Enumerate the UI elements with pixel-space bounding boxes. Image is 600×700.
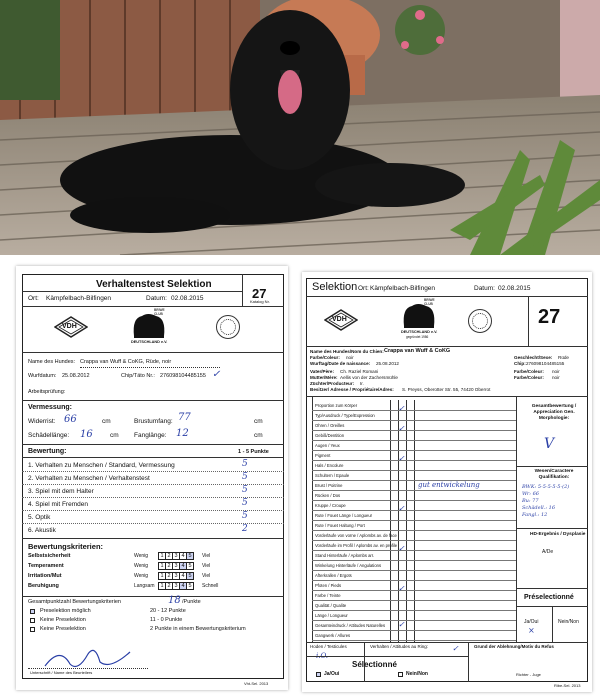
form2-catalog-number: 27 xyxy=(538,306,561,328)
hoden-label: Hoden / Testicules xyxy=(310,644,347,649)
table-row-label: Schultern / Epaule xyxy=(315,473,350,478)
check-mark-icon: V xyxy=(544,436,555,452)
check-mark-icon: ✓ xyxy=(398,584,405,593)
option-checkbox[interactable] xyxy=(30,618,35,623)
remark-handwritten: gut entwickelung xyxy=(418,481,480,489)
selection-form xyxy=(302,272,592,692)
cm-unit: cm xyxy=(254,432,263,439)
kriterium-label: Selbstsicherheit xyxy=(28,553,71,559)
option-label: Preselektion möglich xyxy=(40,608,91,614)
check-mark-icon: ✓ xyxy=(212,369,221,380)
club-logo-tag: BRIWE CLUB xyxy=(154,308,165,316)
bewertung-score: 5 xyxy=(242,472,248,482)
form2-divider xyxy=(312,396,313,642)
form1-divider xyxy=(22,457,284,458)
form1-divider xyxy=(80,367,220,368)
table-row xyxy=(312,640,516,641)
table-row xyxy=(312,530,516,531)
preselect-nein[interactable]: Nein/Non xyxy=(558,619,579,625)
vdh-logo xyxy=(324,309,358,331)
form2-divider xyxy=(406,400,407,642)
fang-value: 12 xyxy=(176,428,189,439)
bewertung-item: 2. Verhalten zu Menschen / Verhaltenstest xyxy=(28,475,150,482)
arbeit-label: Arbeitsprüfung: xyxy=(28,389,66,395)
hoden-value: i.O. xyxy=(316,652,329,660)
cm-unit: cm xyxy=(102,418,111,425)
dog-name-label: Name des Hundes: xyxy=(28,359,76,365)
f2-wurftag-value: 25.08.2012 xyxy=(376,361,399,366)
f2-farbe-v-label: Farbe/Coleur: xyxy=(514,369,544,374)
kriterium-label: Temperament xyxy=(28,563,64,569)
briard-club-logo xyxy=(128,310,170,348)
table-row xyxy=(312,430,516,431)
dog-photo-illustration xyxy=(0,0,600,255)
table-row-label: Rute / Fouet Länge / Longueur xyxy=(315,513,373,518)
f2-geschlecht-label: Geschlecht/Sexe: xyxy=(514,355,553,360)
f2-chip-label: Chip: xyxy=(514,361,526,366)
kriterium-label: Irritation/Mut xyxy=(28,573,62,579)
f2-name-value: Crappa van Wuff & CoKG xyxy=(384,348,451,354)
f2-vater-label: Vater/Père: xyxy=(310,369,335,374)
table-row xyxy=(312,540,516,541)
vdh-logo-text: VDH xyxy=(332,316,347,323)
dog-photo xyxy=(0,0,600,255)
kriterium-scale: 1 2 3 4 5 xyxy=(158,562,193,570)
cm-unit: cm xyxy=(110,432,119,439)
vdh-logo-text: VDH xyxy=(62,323,77,330)
form1-divider xyxy=(22,444,284,445)
bewertung-score: 5 xyxy=(242,511,248,521)
form2-divider xyxy=(414,400,415,642)
kriterium-right: Viel xyxy=(202,553,211,559)
kriterium-right: Schnell xyxy=(202,583,219,589)
bewertung-item: 6. Akustik xyxy=(28,527,56,534)
form1-divider xyxy=(22,306,284,307)
table-row xyxy=(312,510,516,511)
form1-datum-value: 02.08.2015 xyxy=(171,295,204,302)
hd-value: A/De xyxy=(542,549,554,555)
bewertung-item: 3. Spiel mit dem Halter xyxy=(28,488,94,495)
table-row-label: Pigment xyxy=(315,453,331,458)
table-row-label: Gesamteindruck / Attitudes Naturelles xyxy=(315,623,386,628)
table-row-label: Brust / Poitrine xyxy=(315,483,343,488)
f2-besitzer-value: S. Preyss, Oberotter Str. 55, 74420 Oberrot xyxy=(402,387,491,392)
kriterien-heading: Bewertungskriterien: xyxy=(28,542,104,551)
check-mark-icon: ✓ xyxy=(452,644,459,653)
bewertung-item: 4. Spiel mit Fremden xyxy=(28,501,88,508)
form1-catalog-number: 27 xyxy=(252,286,267,301)
form2-divider xyxy=(552,606,553,642)
bewertung-score: 2 xyxy=(242,524,248,534)
form1-divider xyxy=(22,596,284,597)
richter-label: Richter - Juge xyxy=(516,672,541,677)
form2-title: Selektion xyxy=(312,281,358,293)
kriterium-scale: 1 2 3 4 5 xyxy=(158,582,193,590)
preselect-heading: Préselectionné xyxy=(524,594,574,601)
form2-footer: Ribe-Sel. 2013 xyxy=(554,683,581,688)
bewertung-score: 5 xyxy=(242,459,248,469)
f2-farbe-m-label: Farbe/Coleur: xyxy=(514,375,544,380)
kriterium-left: Langsam xyxy=(134,583,155,589)
kriterium-scale: 1 2 3 4 5 xyxy=(158,552,193,560)
table-row-label: Ohren / Oreilles xyxy=(315,423,345,428)
club-logo-text: DEUTSCHLAND e.V. xyxy=(401,330,438,334)
kriterium-scale: 1 2 3 4 5 xyxy=(158,572,193,580)
wurf-date-value: 25.08.2012 xyxy=(62,373,90,379)
bwk-line: Wr: 66 xyxy=(522,491,539,497)
table-row xyxy=(312,490,516,491)
schaedel-label: Schädellänge: xyxy=(28,432,70,439)
schaedel-value: 16 xyxy=(80,429,93,440)
option-range: 11 - 0 Punkte xyxy=(150,617,183,623)
bewertung-scale: 1 - 5 Punkte xyxy=(238,449,269,455)
table-row-label: Länge / Longueur xyxy=(315,613,348,618)
form2-divider xyxy=(528,296,529,346)
wurf-date-label: Wurfdatum: xyxy=(28,373,57,379)
gesamt-value: 18 xyxy=(168,595,181,606)
f2-mutter-label: Mutter/Mère: xyxy=(310,375,338,380)
form2-divider xyxy=(468,642,469,682)
table-row-label: Qualität / Qualite xyxy=(315,603,347,608)
preselect-ja[interactable]: Ja/Oui xyxy=(524,619,539,625)
table-row xyxy=(312,420,516,421)
wesen-label: Wesen/Caractere Qualifikation: xyxy=(534,469,574,480)
f2-besitzer-label: Besitzer/ Adresse / Propriétaire/Adres: xyxy=(310,387,394,392)
club-logo-text: DEUTSCHLAND e.V. xyxy=(131,340,168,344)
selektion-heading: Sélectionné xyxy=(352,660,397,669)
table-row xyxy=(312,560,516,561)
check-mark-icon: ✓ xyxy=(398,544,405,553)
bewertung-item: 5. Optik xyxy=(28,514,51,521)
gesamt-unit: /Punkte xyxy=(182,599,201,605)
kriterium-left: Wenig xyxy=(134,553,149,559)
option-label: Keine Preselektion xyxy=(40,617,86,623)
kriterium-right: Viel xyxy=(202,573,211,579)
selektion-ja-checkbox[interactable] xyxy=(316,672,321,677)
gesamt-bewertung-label: Gesamtbewertung / Appreciation Gen. Morphologie: xyxy=(531,404,577,421)
check-mark-icon: ✓ xyxy=(398,424,405,433)
briard-club-logo xyxy=(398,300,440,344)
table-row xyxy=(312,580,516,581)
table-row-label: Pfoten / Pieds xyxy=(315,583,342,588)
form1-datum-label: Datum: xyxy=(146,295,167,302)
grund-label: Grund der Ablehnung/Motiv du Refus xyxy=(474,644,554,649)
form1-divider xyxy=(22,538,284,539)
table-row xyxy=(312,590,516,591)
form2-divider xyxy=(516,466,588,467)
f2-chip-value: 276098104485155 xyxy=(526,361,565,366)
option-range: 2 Punkte in einem Bewertungskriterium xyxy=(150,626,246,632)
bewertung-score: 5 xyxy=(242,485,248,495)
fci-seal-icon xyxy=(216,315,240,339)
form1-divider xyxy=(22,352,284,353)
bewertung-heading: Bewertung: xyxy=(28,448,67,455)
table-row-label: Typ/Ausdruck / Type/Expression xyxy=(315,413,375,418)
form1-footer: Vht-Sel. 2013 xyxy=(244,681,269,686)
gesamt-label: Gesamtpunktzahl Bewertungskriterien xyxy=(28,599,121,605)
bwk-line: Bu: 77 xyxy=(522,498,539,504)
form2-ort-label: Ort: xyxy=(358,285,369,292)
f2-wurftag-label: Wurftag/Date de naissance: xyxy=(310,361,371,366)
kriterium-right: Viel xyxy=(202,563,211,569)
selektion-nein-checkbox[interactable] xyxy=(398,672,403,677)
bewertung-score: 5 xyxy=(242,498,248,508)
bwk-line: Fangl.: 12 xyxy=(522,512,548,518)
bewertung-item: 1. Verhalten zu Menschen / Standard, Vermessung xyxy=(28,462,175,469)
form2-divider xyxy=(306,642,588,643)
table-row-label: Vorderläufe von vorne / Aplombs av. de face xyxy=(315,533,397,538)
form1-divider xyxy=(22,291,242,292)
bwk-line: BWK: 5-5-5-5-5-(2) xyxy=(522,484,570,490)
table-row xyxy=(312,500,516,501)
table-row-label: Afterkrallen / Ergots xyxy=(315,573,352,578)
table-row xyxy=(312,410,516,411)
form1-divider xyxy=(22,400,284,401)
selektion-nein: Nein/Non xyxy=(406,671,428,677)
form2-datum-value: 02.08.2015 xyxy=(498,285,531,292)
form2-datum-label: Datum: xyxy=(474,285,495,292)
form2-ort-value: Kämpfelbach-Bilfingen xyxy=(370,285,436,292)
f2-farbe-v-value: noir xyxy=(552,369,560,374)
chip-label: Chip/Täto Nr.: xyxy=(121,373,155,379)
f2-farbe-m-value: noir xyxy=(552,375,560,380)
table-row xyxy=(312,450,516,451)
form2-divider xyxy=(306,656,468,657)
table-row-label: Gebiß/Dentition xyxy=(315,433,345,438)
check-mark-icon: ✓ xyxy=(398,454,405,463)
table-row xyxy=(312,600,516,601)
widerrist-label: Widerrist: xyxy=(28,418,56,425)
option-checkbox[interactable] xyxy=(30,609,35,614)
table-row-label: Kruppe / Croupe xyxy=(315,503,346,508)
table-row xyxy=(312,570,516,571)
table-row xyxy=(312,610,516,611)
signature-label: Unterschrift / Name des Beurteilers xyxy=(30,670,93,675)
f2-mutter-value: Aellis von der Zachersmühle xyxy=(340,375,398,380)
table-row xyxy=(312,460,516,461)
option-label: Keine Preselektion xyxy=(40,626,86,632)
brust-value: 77 xyxy=(178,412,191,423)
brust-label: Brustumfang: xyxy=(134,418,173,425)
club-logo-tag: BRIWE CLUB xyxy=(424,298,435,306)
form2-divider xyxy=(306,396,588,397)
fci-seal-icon xyxy=(468,309,492,333)
widerrist-value: 66 xyxy=(64,414,77,425)
check-mark-icon: ✓ xyxy=(398,404,405,413)
form2-divider xyxy=(390,400,391,642)
table-row xyxy=(312,440,516,441)
table-row-label: Winkelung Hinterläufe / Angulations xyxy=(315,563,382,568)
f2-zuechter-value: Ir. xyxy=(360,381,364,386)
table-row xyxy=(312,520,516,521)
chip-value: 276098104485155 xyxy=(160,373,206,379)
f2-geschlecht-value: Rüde xyxy=(558,355,569,360)
table-row xyxy=(312,470,516,471)
table-row-label: Rute / Fouet Haltung / Port xyxy=(315,523,365,528)
form2-divider xyxy=(516,588,588,589)
table-row xyxy=(312,630,516,631)
form2-divider xyxy=(306,346,588,347)
check-mark-icon: × xyxy=(528,626,535,635)
f2-name-label: Name des Hundes/Nom du Chien: xyxy=(310,349,384,354)
kriterium-left: Wenig xyxy=(134,563,149,569)
table-row-label: Hals / Encolure xyxy=(315,463,344,468)
selektion-ja: Ja/Oui xyxy=(324,671,340,677)
behavior-test-form xyxy=(16,266,288,690)
table-row-label: Rücken / Dos xyxy=(315,493,341,498)
table-row xyxy=(312,480,516,481)
table-row-label: Proportion zum Körper xyxy=(315,403,358,408)
form1-divider xyxy=(28,668,148,669)
table-row xyxy=(312,620,516,621)
table-row-label: Vorderläufe im Profil / Aplombs av. en profile xyxy=(315,543,398,548)
club-logo-sub: gegründet 1986 xyxy=(406,335,429,339)
check-mark-icon: ✓ xyxy=(398,620,405,629)
table-row-label: Stand Hinterläufe / Aplombs arr. xyxy=(315,553,375,558)
f2-vater-value: Ch. Raziel Romani xyxy=(340,369,379,374)
option-range: 20 - 12 Punkte xyxy=(150,608,186,614)
vdh-logo xyxy=(54,316,88,338)
f2-zuechter-label: Züchter/Producteur: xyxy=(310,381,355,386)
kriterium-label: Beruhigung xyxy=(28,583,59,589)
hd-label: HD-Ergebnis / Dysplasie xyxy=(530,532,586,537)
f2-farbe-value: noir xyxy=(346,355,354,360)
form2-divider xyxy=(306,296,588,297)
kriterium-left: Wenig xyxy=(134,573,149,579)
table-row-label: Gangwerk / Allures xyxy=(315,633,351,638)
form2-divider xyxy=(398,400,399,642)
table-row-label: Farbe / Teinte xyxy=(315,593,341,598)
cm-unit: cm xyxy=(254,418,263,425)
vermessung-heading: Vermessung: xyxy=(28,404,72,411)
check-mark-icon: ✓ xyxy=(398,504,405,513)
bwk-line: Schädell.: 16 xyxy=(522,505,556,511)
form2-divider xyxy=(516,528,588,529)
fang-label: Fanglänge: xyxy=(134,432,167,439)
form1-ort-label: Ort: xyxy=(28,295,39,302)
dog-name-value: Crappa van Wuff & CoKG, Rüde, noir xyxy=(80,359,172,365)
form1-divider xyxy=(242,274,243,306)
table-row-label: Augen / Yeux xyxy=(315,443,340,448)
table-row xyxy=(312,550,516,551)
form1-title: Verhaltenstest Selektion xyxy=(96,279,212,290)
f2-farbe-label: Farbe/Coleur: xyxy=(310,355,340,360)
option-checkbox[interactable] xyxy=(30,627,35,632)
form1-ort-value: Kämpfelbach-Bilfingen xyxy=(46,295,112,302)
verhalten-label: Verhalten / Attitudes au Ring: xyxy=(370,644,429,649)
form1-catalog-label: Katalog Nr. xyxy=(250,299,270,304)
